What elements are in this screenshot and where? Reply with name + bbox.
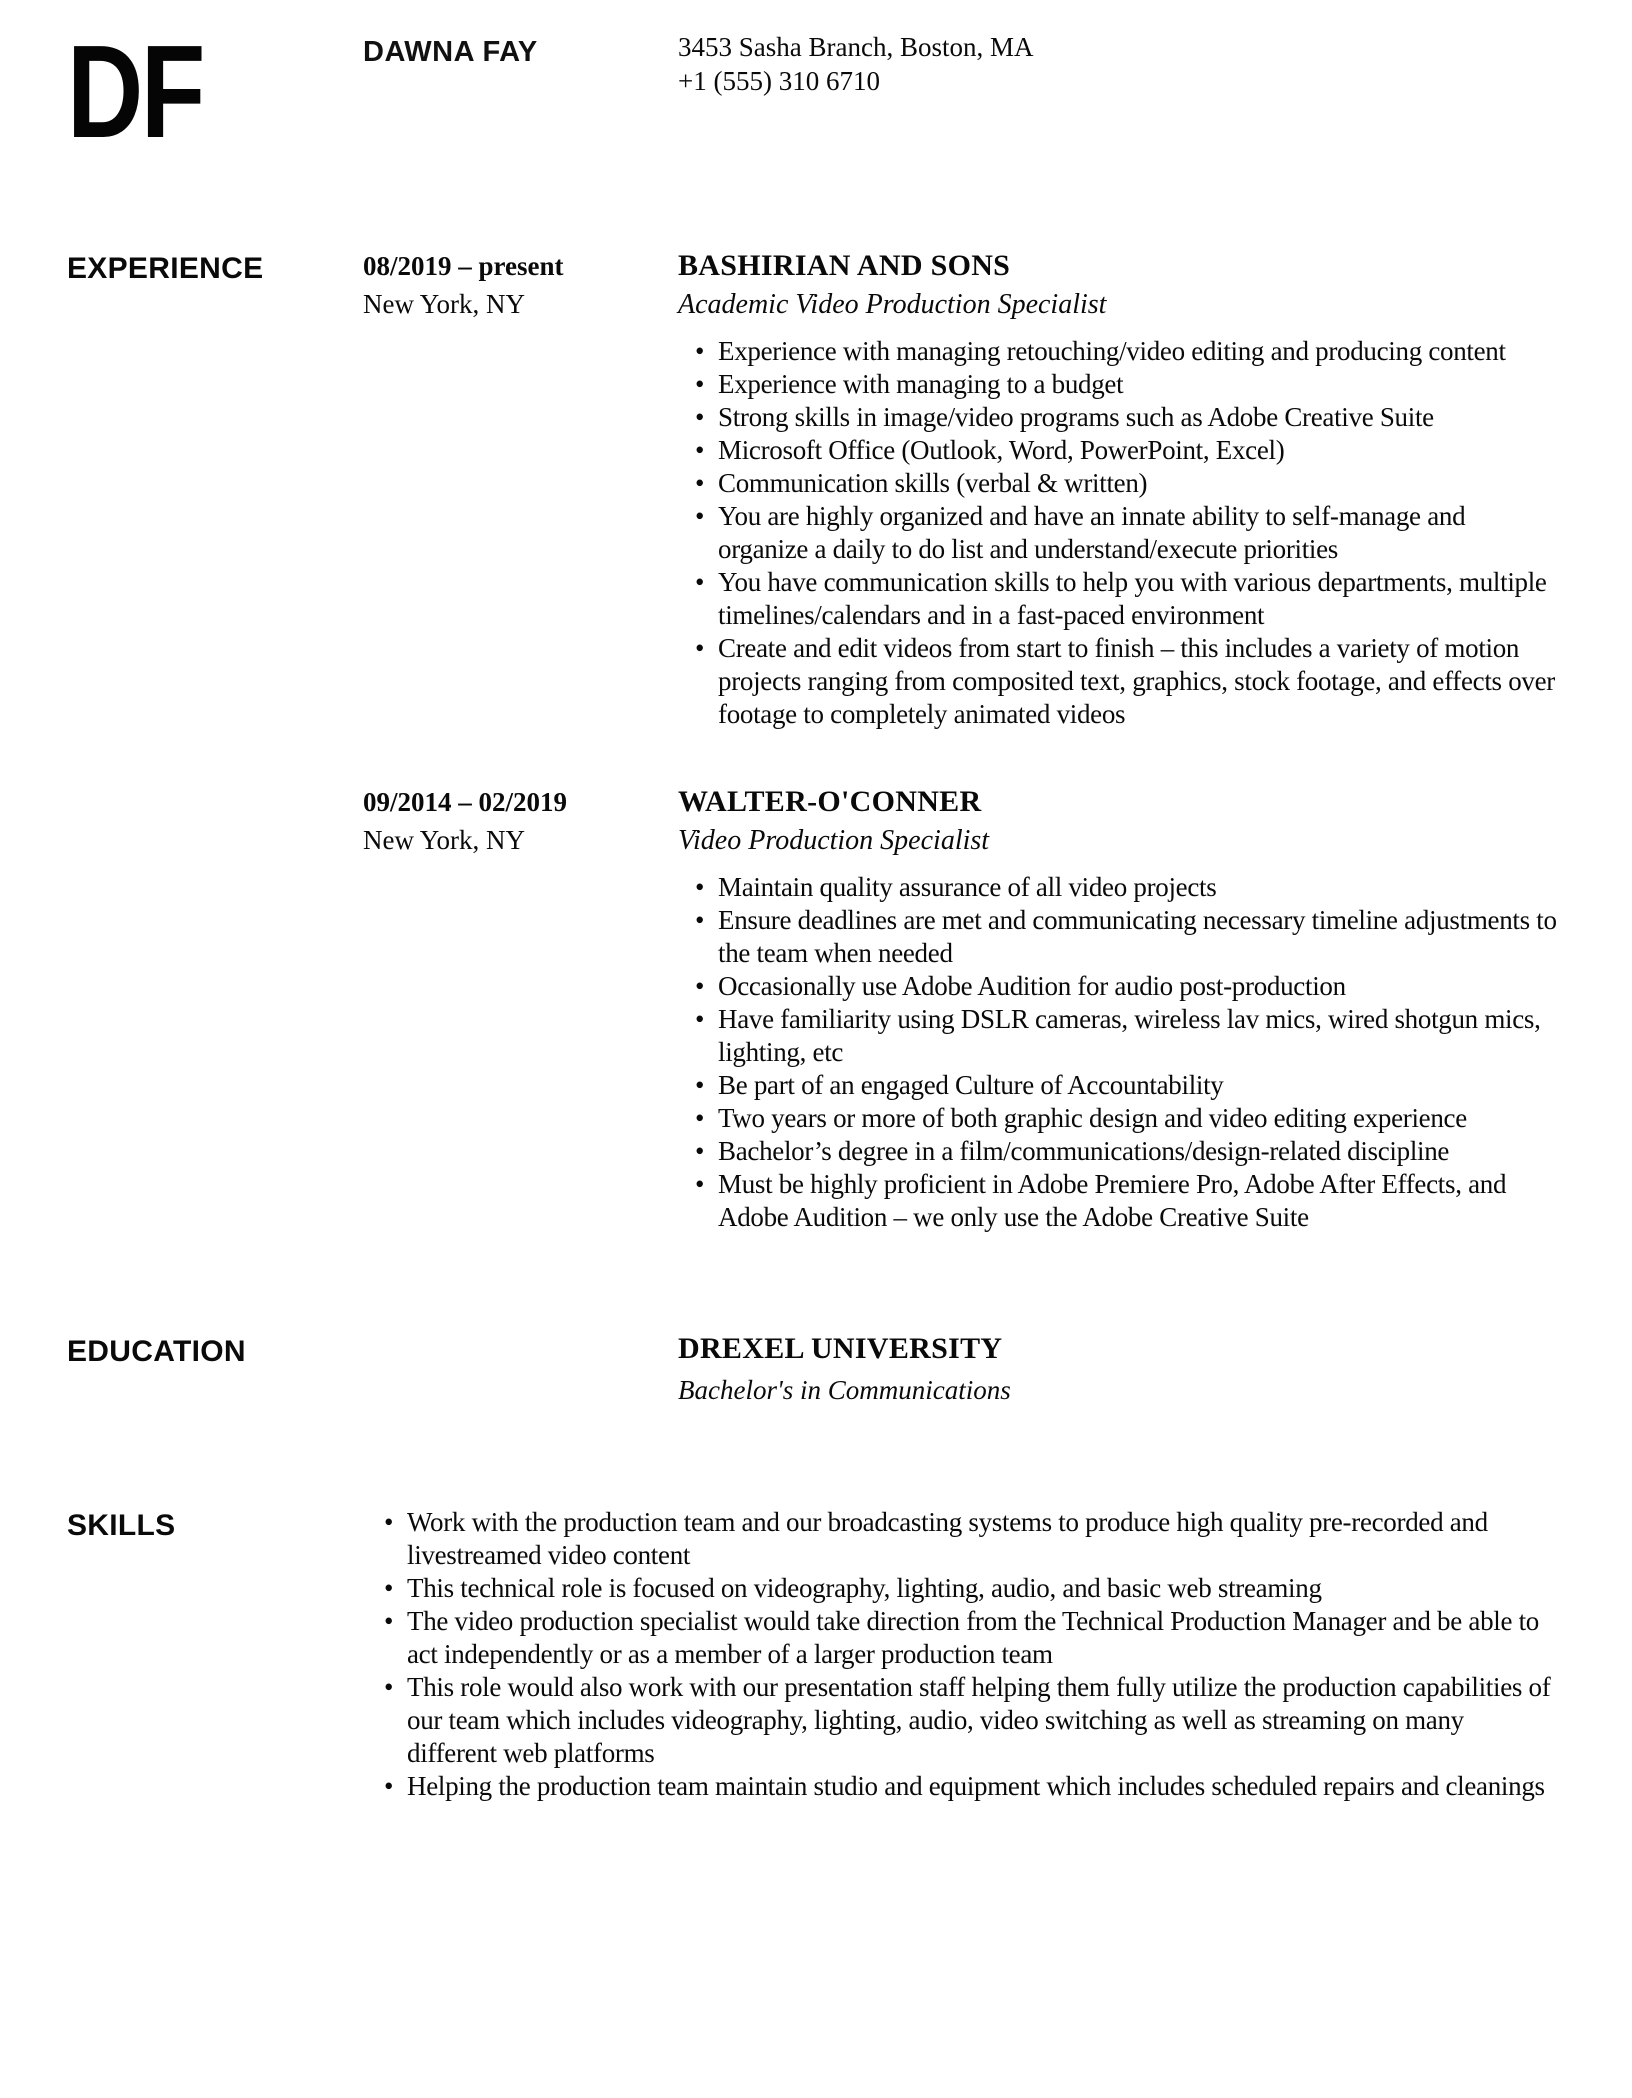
monogram-initials: DF	[67, 18, 203, 165]
section-label-experience: EXPERIENCE	[67, 252, 264, 285]
spacer-label	[67, 783, 363, 1234]
contact-info	[678, 30, 1033, 98]
bullet-item: • Two years or more of both graphic design and video editing experience	[692, 1102, 1560, 1135]
job-2-title: Video Production Specialist	[678, 825, 990, 856]
bullet-item: • Helping the production team maintain studio and equipment which includes scheduled repairs and cleanings	[381, 1770, 1560, 1803]
job-1-dates: 08/2019 – present	[363, 251, 564, 281]
bullet-item: • Strong skills in image/video programs such as Adobe Creative Suite	[692, 401, 1560, 434]
job-2-content	[678, 783, 1560, 1234]
contact-phone: +1 (555) 310 6710	[678, 66, 880, 96]
bullet-item: • This technical role is focused on videography, lighting, audio, and basic web streaming	[381, 1572, 1560, 1605]
section-label-skills: SKILLS	[67, 1509, 176, 1542]
bullet-item: • Create and edit videos from start to finish – this includes a variety of motion projects ranging from composited text, graphics, stock footage, and effects over footage to completely animated videos	[692, 632, 1560, 731]
job-1-bullet-list	[692, 335, 1560, 731]
job-1-company: BASHIRIAN AND SONS	[678, 249, 1011, 282]
skills-bullet-list	[381, 1506, 1560, 1803]
bullet-item: • Ensure deadlines are met and communicating necessary timeline adjustments to the team when needed	[692, 904, 1560, 970]
job-2-bullet-list	[692, 871, 1560, 1234]
job-2-dates: 09/2014 – 02/2019	[363, 787, 568, 817]
contact-address: 3453 Sasha Branch, Boston, MA	[678, 32, 1034, 62]
bullet-item: • This role would also work with our presentation staff helping them fully utilize the production capabilities of our team which includes videography, lighting, audio, video switching as well as streaming on many different web platforms	[381, 1671, 1560, 1770]
bullet-item: • You are highly organized and have an innate ability to self-manage and organize a daily to do list and understand/execute priorities	[692, 500, 1560, 566]
bullet-item: • Work with the production team and our broadcasting systems to produce high quality pre-recorded and livestreamed video content	[381, 1506, 1560, 1572]
job-1-title: Academic Video Production Specialist	[678, 289, 1107, 320]
bullet-item: • The video production specialist would take direction from the Technical Production Manager and be able to act independently or as a member of a larger production team	[381, 1605, 1560, 1671]
bullet-item: • You have communication skills to help you with various departments, multiple timelines/calendars and in a fast-paced environment	[692, 566, 1560, 632]
bullet-item: • Communication skills (verbal & written)	[692, 467, 1560, 500]
bullet-item: • Be part of an engaged Culture of Accountability	[692, 1069, 1560, 1102]
job-2-dates-cell	[363, 783, 678, 1234]
degree-name: Bachelor's in Communications	[678, 1375, 1011, 1405]
bullet-item: • Microsoft Office (Outlook, Word, PowerPoint, Excel)	[692, 434, 1560, 467]
skills-section	[67, 1504, 1632, 1803]
bullet-item: • Bachelor’s degree in a film/communications/design-related discipline	[692, 1135, 1560, 1168]
bullet-item: • Maintain quality assurance of all video projects	[692, 871, 1560, 904]
school-name: DREXEL UNIVERSITY	[678, 1332, 1003, 1365]
header	[0, 0, 1632, 247]
bullet-item: • Have familiarity using DSLR cameras, wireless lav mics, wired shotgun mics, lighting, etc	[692, 1003, 1560, 1069]
job-1-dates-cell	[363, 247, 678, 731]
bullet-item: • Occasionally use Adobe Audition for audio post-production	[692, 970, 1560, 1003]
education-section	[67, 1330, 1632, 1408]
job-2-company: WALTER-O'CONNER	[678, 785, 982, 818]
skills-content	[363, 1504, 1560, 1803]
bullet-item: • Experience with managing to a budget	[692, 368, 1560, 401]
bullet-item: • Experience with managing retouching/video editing and producing content	[692, 335, 1560, 368]
job-1-content	[678, 247, 1560, 731]
section-label-education: EDUCATION	[67, 1335, 246, 1368]
person-name: DAWNA FAY	[363, 36, 538, 68]
job-1-location: New York, NY	[363, 289, 526, 319]
education-dates-cell	[363, 1330, 678, 1408]
education-content	[678, 1330, 1560, 1408]
experience-entry-2	[67, 783, 1632, 1234]
experience-entry-1	[67, 247, 1632, 731]
bullet-item: • Must be highly proficient in Adobe Premiere Pro, Adobe After Effects, and Adobe Audition – we only use the Adobe Creative Suite	[692, 1168, 1560, 1234]
job-2-location: New York, NY	[363, 825, 526, 855]
